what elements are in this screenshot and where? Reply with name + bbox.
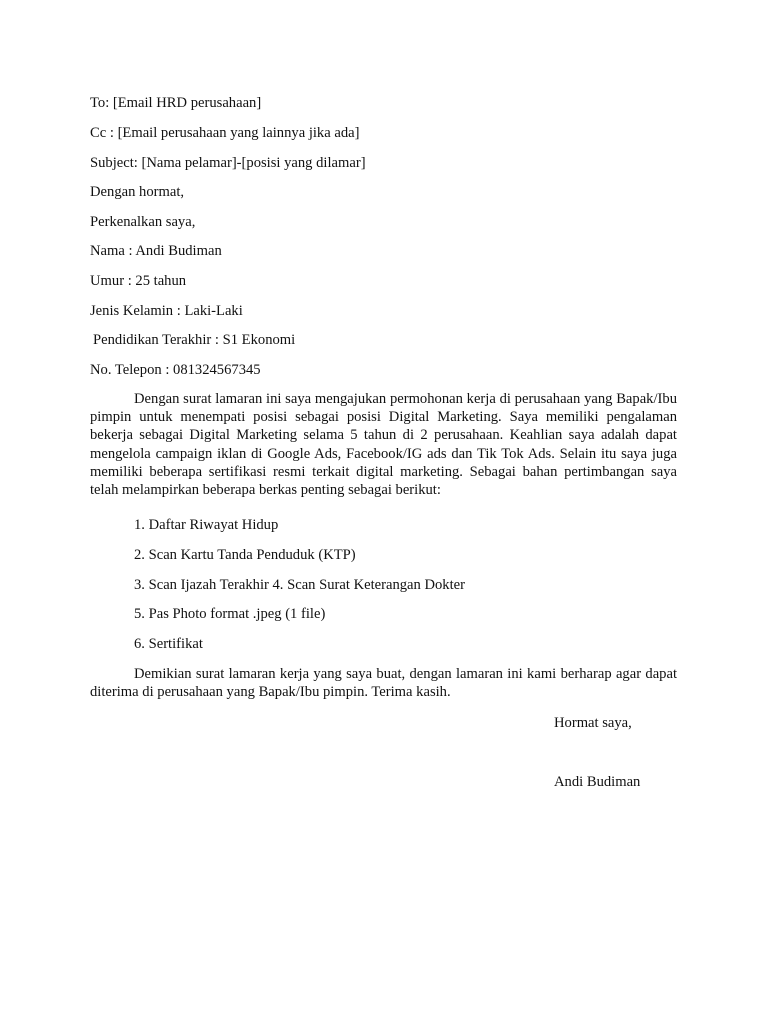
attachment-item: 3. Scan Ijazah Terakhir 4. Scan Surat Keterangan Dokter <box>134 577 465 593</box>
attachment-item: 6. Sertifikat <box>134 636 203 652</box>
detail-telepon: No. Telepon : 081324567345 <box>90 362 261 378</box>
body-paragraph: Dengan surat lamaran ini saya mengajukan permohonan kerja di perusahaan yang Bapak/Ibu pimpin untuk menempati posisi sebagai posisi Digital Marketing. Saya memiliki pengalaman bekerja sebagai Digital Marketing selama 5 tahun di 2 perusahaan. Keahlian saya adalah dapat mengelola campaign iklan di Google Ads, Facebook/IG ads dan Tik Tok Ads. Selain itu saya juga memiliki beberapa sertifikasi resmi terkait digital marketing. Sebagai bahan pertimbangan saya telah melampirkan beberapa berkas penting sebagai berikut: <box>90 391 677 499</box>
to-line: To: [Email HRD perusahaan] <box>90 95 262 111</box>
detail-jenis-kelamin: Jenis Kelamin : Laki-Laki <box>90 303 243 319</box>
cc-line: Cc : [Email perusahaan yang lainnya jika ada] <box>90 125 360 141</box>
closing-paragraph: Demikian surat lamaran kerja yang saya buat, dengan lamaran ini kami berharap agar dapat diterima di perusahaan yang Bapak/Ibu pimpin. Terima kasih. <box>90 666 677 701</box>
detail-pendidikan: Pendidikan Terakhir : S1 Ekonomi <box>93 332 296 348</box>
subject-line: Subject: [Nama pelamar]-[posisi yang dilamar] <box>90 155 366 171</box>
greeting: Dengan hormat, <box>90 184 185 200</box>
signature-salutation: Hormat saya, <box>554 715 632 731</box>
intro: Perkenalkan saya, <box>90 214 196 230</box>
attachment-item: 2. Scan Kartu Tanda Penduduk (KTP) <box>134 547 356 563</box>
attachment-item: 1. Daftar Riwayat Hidup <box>134 517 279 533</box>
signature-name: Andi Budiman <box>554 774 641 790</box>
detail-nama: Nama : Andi Budiman <box>90 243 222 259</box>
detail-umur: Umur : 25 tahun <box>90 273 187 289</box>
attachment-item: 5. Pas Photo format .jpeg (1 file) <box>134 606 326 622</box>
